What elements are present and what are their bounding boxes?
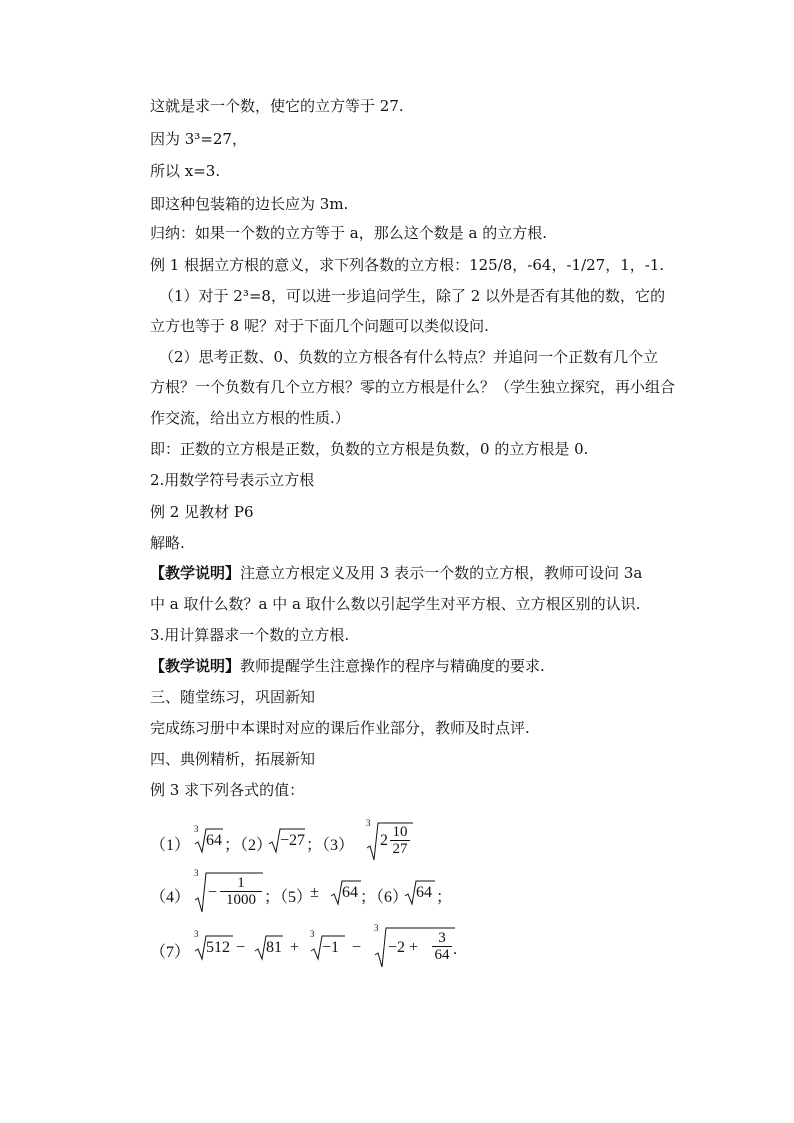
radicand-81: 81 <box>266 939 282 956</box>
fraction <box>220 875 262 908</box>
line-end: ； <box>436 889 453 906</box>
item-separator: ；（6） <box>360 889 409 906</box>
paragraph-4: 即这种包装箱的边长应为 3m. <box>150 195 349 213</box>
paragraph-7a: （1）对于 2³=8，可以进一步追问学生，除了 2 以外是否有其他的数，它的 <box>159 287 666 305</box>
radicand-prefix: −2 + <box>388 939 419 956</box>
radicand-64: 64 <box>206 832 222 849</box>
radicand-neg1: −1 <box>322 939 340 956</box>
item-separator: ；（2） <box>224 837 273 854</box>
item-label-7: （7） <box>150 944 191 961</box>
minus-operator: − <box>352 939 362 956</box>
line-end: . <box>453 941 457 958</box>
paragraph-12: 解略. <box>150 534 185 552</box>
item-separator: ；（5） <box>264 889 313 906</box>
paragraph-10: 2.用数学符号表示立方根 <box>150 471 315 489</box>
radical-index: 3 <box>194 868 199 878</box>
item-separator: ；（3） <box>306 837 355 854</box>
numerator: 1 <box>237 875 245 891</box>
teaching-note-tag: 【教学说明】 <box>150 564 241 582</box>
plus-operator: + <box>290 939 300 956</box>
paragraph-17: 完成练习册中本课时对应的课后作业部分，教师及时点评. <box>150 719 530 737</box>
radicand-512: 512 <box>206 939 230 956</box>
paragraph-15 <box>150 656 545 676</box>
paragraph-7b: 立方也等于 8 呢？对于下面几个问题可以类似设问. <box>150 317 489 335</box>
paragraph-14: 3.用计算器求一个数的立方根. <box>150 626 350 644</box>
radical-index: 3 <box>366 818 371 828</box>
fraction <box>432 930 452 963</box>
paragraph-8c: 作交流，给出立方根的性质.） <box>150 409 350 427</box>
item-label-1: （1） <box>150 837 191 854</box>
radical-index: 3 <box>194 929 199 939</box>
paragraph-11: 例 2 见教材 P6 <box>150 503 254 521</box>
paragraph-8b: 方根？一个负数有几个立方根？零的立方根是什么？（学生独立探究，再小组合 <box>150 378 676 396</box>
numerator: 3 <box>438 930 446 946</box>
paragraph-8a: （2）思考正数、0、负数的立方根各有什么特点？并追问一个正数有几个立 <box>159 348 659 366</box>
paragraph-5: 归纳：如果一个数的立方等于 a，那么这个数是 a 的立方根. <box>150 224 547 242</box>
paragraph-2: 因为 3³=27， <box>150 130 247 148</box>
teaching-note-text: 教师提醒学生注意操作的程序与精确度的要求. <box>240 657 545 675</box>
radicand-neg27: −27 <box>280 832 306 849</box>
math-line-3 <box>150 923 470 967</box>
item-label-4: （4） <box>150 889 191 906</box>
paragraph-6: 例 1 根据立方根的意义，求下列各数的立方根：125/8，-64，-1/27，1，-1. <box>150 256 665 274</box>
math-line-2 <box>150 868 470 912</box>
radical-index: 3 <box>310 929 315 939</box>
paragraph-13a <box>150 563 642 583</box>
paragraph-3: 所以 x=3. <box>150 162 221 180</box>
paragraph-19: 例 3 求下列各式的值： <box>150 781 305 799</box>
radical-index: 3 <box>194 824 199 834</box>
denominator: 1000 <box>226 892 256 908</box>
section-heading-3: 三、随堂练习，巩固新知 <box>150 688 316 706</box>
numerator: 10 <box>392 824 408 840</box>
paragraph-9: 即：正数的立方根是正数，负数的立方根是负数，0 的立方根是 0. <box>150 440 589 458</box>
fraction <box>390 824 410 857</box>
denominator: 64 <box>434 947 450 963</box>
math-line-1 <box>150 818 450 862</box>
paragraph-13b: 中 a 取什么数？a 中 a 取什么数以引起学生对平方根、立方根区别的认识. <box>150 595 641 613</box>
teaching-note-tag: 【教学说明】 <box>150 657 241 675</box>
teaching-note-text: 注意立方根定义及用 3 表示一个数的立方根，教师可设问 3a <box>240 564 643 582</box>
paragraph-1: 这就是求一个数，使它的立方等于 27. <box>150 97 404 115</box>
negative-sign: − <box>208 884 218 901</box>
mixed-whole: 2 <box>380 832 388 849</box>
section-heading-4: 四、典例精析，拓展新知 <box>150 750 316 768</box>
radicand-64: 64 <box>416 884 432 901</box>
radicand-64: 64 <box>342 884 358 901</box>
minus-operator: − <box>236 939 246 956</box>
denominator: 27 <box>392 841 408 857</box>
radical-index: 3 <box>374 923 379 933</box>
plus-minus-sign: ± <box>310 884 319 901</box>
